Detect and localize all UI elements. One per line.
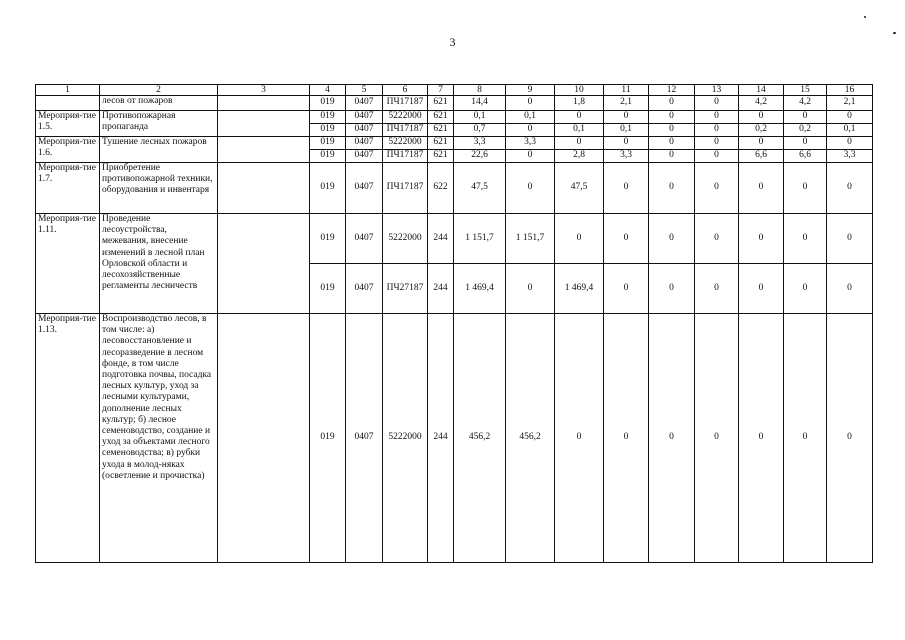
table-cell: 47,5 (454, 163, 506, 214)
scan-speck (893, 32, 896, 34)
empty-cell (218, 163, 310, 214)
table-cell: 0 (555, 314, 604, 563)
measure-description: Приобретение противопожарной техники, оборудования и инвентаря (100, 163, 218, 214)
page-number: 3 (449, 35, 456, 49)
table-cell: 3,3 (506, 137, 555, 150)
table-cell: 019 (310, 96, 346, 111)
table-cell: 0 (604, 314, 649, 563)
table-cell: 0 (649, 264, 695, 314)
table-row (36, 96, 873, 111)
table-cell: 5222000 (383, 214, 428, 264)
table-cell: 0 (784, 264, 827, 314)
table-cell: 0,1 (454, 111, 506, 124)
header-cell: 2 (100, 85, 218, 96)
table-cell: ПЧ17187 (383, 124, 428, 137)
table-cell: 0 (739, 163, 784, 214)
table-cell: 1 469,4 (454, 264, 506, 314)
table-cell: 0 (506, 124, 555, 137)
table-cell: 3,3 (604, 150, 649, 163)
table-cell: 621 (428, 96, 454, 111)
table-cell: 1 151,7 (454, 214, 506, 264)
table-cell: 2,1 (604, 96, 649, 111)
table-cell: 0 (506, 96, 555, 111)
table-cell: 0 (695, 214, 739, 264)
table-cell: ПЧ17187 (383, 96, 428, 111)
table-cell: 0 (739, 111, 784, 124)
table-cell: ПЧ27187 (383, 264, 428, 314)
table-cell: 0 (695, 264, 739, 314)
table-cell: 244 (428, 264, 454, 314)
header-cell: 10 (555, 85, 604, 96)
measure-description: Воспроизводство лесов, в том числе: а) лесовосстановление и лесоразведение в лесном фонде, в том числе подготовка почвы, посадка лесных культур, уход за лесными культурами, дополнение лесных культур; б) лесное семеноводство, создание и уход за объектами лесного семеноводства; в) рубки ухода в молод-няках (осветление и прочистка) (100, 314, 218, 563)
table-cell: 0407 (346, 96, 383, 111)
table-cell: 0 (695, 163, 739, 214)
header-cell: 15 (784, 85, 827, 96)
table-cell: 0 (506, 163, 555, 214)
table-cell: 0,7 (454, 124, 506, 137)
table-cell: 0 (784, 137, 827, 150)
table-cell: 6,6 (784, 150, 827, 163)
measure-label: Мероприя-тие 1.7. (36, 163, 100, 214)
table-row (36, 163, 873, 214)
measure-description: Тушение лесных пожаров (100, 137, 218, 163)
table-cell: 0,1 (827, 124, 873, 137)
table-cell: 6,6 (739, 150, 784, 163)
table-cell: 621 (428, 124, 454, 137)
table-cell: 0 (827, 314, 873, 563)
table-cell: 456,2 (506, 314, 555, 563)
table-cell: 0 (604, 163, 649, 214)
table-cell: 0 (739, 264, 784, 314)
table-cell: 0 (604, 264, 649, 314)
header-cell: 13 (695, 85, 739, 96)
header-cell: 6 (383, 85, 428, 96)
table-cell: 019 (310, 264, 346, 314)
table-cell: 244 (428, 314, 454, 563)
table-cell: 0,2 (739, 124, 784, 137)
table-cell: 0 (649, 150, 695, 163)
table-cell: 1 151,7 (506, 214, 555, 264)
table-cell: 0 (739, 137, 784, 150)
table-cell: 22,6 (454, 150, 506, 163)
table-cell: 1 469,4 (555, 264, 604, 314)
table-cell: 0 (784, 111, 827, 124)
measure-description: Проведение лесоустройства, межевания, внесение изменений в лесной план Орловской области и лесохозяйственные регламенты лесничеств (100, 214, 218, 314)
header-cell: 4 (310, 85, 346, 96)
header-cell: 1 (36, 85, 100, 96)
table-cell: 0 (555, 214, 604, 264)
table-cell: 0 (784, 314, 827, 563)
table-cell: 0 (555, 111, 604, 124)
table-cell: 019 (310, 124, 346, 137)
header-cell: 14 (739, 85, 784, 96)
table-cell: 2,1 (827, 96, 873, 111)
table-cell: 0407 (346, 264, 383, 314)
table-cell: 621 (428, 137, 454, 150)
table-cell: 0 (506, 150, 555, 163)
header-cell: 16 (827, 85, 873, 96)
table-cell: 0,1 (506, 111, 555, 124)
table-cell: 019 (310, 150, 346, 163)
table-cell: 4,2 (784, 96, 827, 111)
header-cell: 9 (506, 85, 555, 96)
table-cell: 0 (827, 111, 873, 124)
measure-description: Противопожарная пропаганда (100, 111, 218, 137)
table-cell: 0 (695, 137, 739, 150)
table-cell: 0,1 (555, 124, 604, 137)
table-cell: 0 (649, 124, 695, 137)
measure-description: лесов от пожаров (100, 96, 218, 111)
table-cell: 0407 (346, 314, 383, 563)
table-cell: 019 (310, 314, 346, 563)
table-cell: 456,2 (454, 314, 506, 563)
table-cell: 0 (649, 137, 695, 150)
table-cell: 4,2 (739, 96, 784, 111)
table-cell: 0407 (346, 137, 383, 150)
table-cell: 621 (428, 150, 454, 163)
table-cell: 0 (506, 264, 555, 314)
header-cell: 12 (649, 85, 695, 96)
table-cell: 5222000 (383, 314, 428, 563)
table-cell: 3,3 (454, 137, 506, 150)
table-cell: 0 (739, 314, 784, 563)
table-cell: 019 (310, 137, 346, 150)
table-cell: 1,8 (555, 96, 604, 111)
table-cell: 019 (310, 214, 346, 264)
table-cell: 47,5 (555, 163, 604, 214)
table-cell: 0407 (346, 124, 383, 137)
budget-table (35, 84, 873, 563)
table-cell: 0 (784, 214, 827, 264)
measure-label-cell (36, 96, 100, 111)
empty-cell (218, 314, 310, 563)
header-cell: 11 (604, 85, 649, 96)
measure-label: Мероприя-тие 1.5. (36, 111, 100, 137)
table-cell: ПЧ17187 (383, 163, 428, 214)
table-cell: 244 (428, 214, 454, 264)
empty-cell (218, 137, 310, 163)
table-cell: 0 (695, 150, 739, 163)
header-cell: 5 (346, 85, 383, 96)
table-cell: 0,1 (604, 124, 649, 137)
table-cell: 3,3 (827, 150, 873, 163)
empty-cell (218, 214, 310, 314)
table-cell: 0 (649, 111, 695, 124)
table-cell: 0 (695, 111, 739, 124)
table-cell: 622 (428, 163, 454, 214)
measure-label: Мероприя-тие 1.6. (36, 137, 100, 163)
empty-cell (218, 111, 310, 137)
table-cell: 0 (827, 264, 873, 314)
scan-speck (864, 16, 866, 18)
table-row (36, 214, 873, 264)
table-cell: 0 (604, 214, 649, 264)
table-cell: 019 (310, 111, 346, 124)
table-cell: 0 (695, 314, 739, 563)
table-cell: 0 (827, 214, 873, 264)
table-cell: 5222000 (383, 137, 428, 150)
table-cell: ПЧ17187 (383, 150, 428, 163)
table-cell: 0,2 (784, 124, 827, 137)
table-cell: 0407 (346, 111, 383, 124)
table-header-row (36, 85, 873, 96)
table-cell: 0407 (346, 214, 383, 264)
table-cell: 5222000 (383, 111, 428, 124)
table-cell: 621 (428, 111, 454, 124)
table-row (36, 111, 873, 124)
table-cell: 0 (649, 314, 695, 563)
table-cell: 0 (827, 137, 873, 150)
table-cell: 0407 (346, 150, 383, 163)
header-cell: 3 (218, 85, 310, 96)
header-cell: 8 (454, 85, 506, 96)
measure-label: Мероприя-тие 1.13. (36, 314, 100, 563)
table-cell: 0 (649, 163, 695, 214)
table-cell: 0 (604, 137, 649, 150)
table-row (36, 314, 873, 563)
table-cell: 0 (695, 96, 739, 111)
table-cell: 0 (604, 111, 649, 124)
measure-label: Мероприя-тие 1.11. (36, 214, 100, 314)
table-cell: 019 (310, 163, 346, 214)
table-cell: 0 (555, 137, 604, 150)
table-cell: 14,4 (454, 96, 506, 111)
table-cell: 0 (784, 163, 827, 214)
table-cell: 0 (827, 163, 873, 214)
table-cell: 2,8 (555, 150, 604, 163)
table-row (36, 137, 873, 150)
table-cell: 0 (649, 214, 695, 264)
header-cell: 7 (428, 85, 454, 96)
table-cell: 0407 (346, 163, 383, 214)
table-cell: 0 (649, 96, 695, 111)
empty-cell (218, 96, 310, 111)
table-cell: 0 (695, 124, 739, 137)
table-cell: 0 (739, 214, 784, 264)
